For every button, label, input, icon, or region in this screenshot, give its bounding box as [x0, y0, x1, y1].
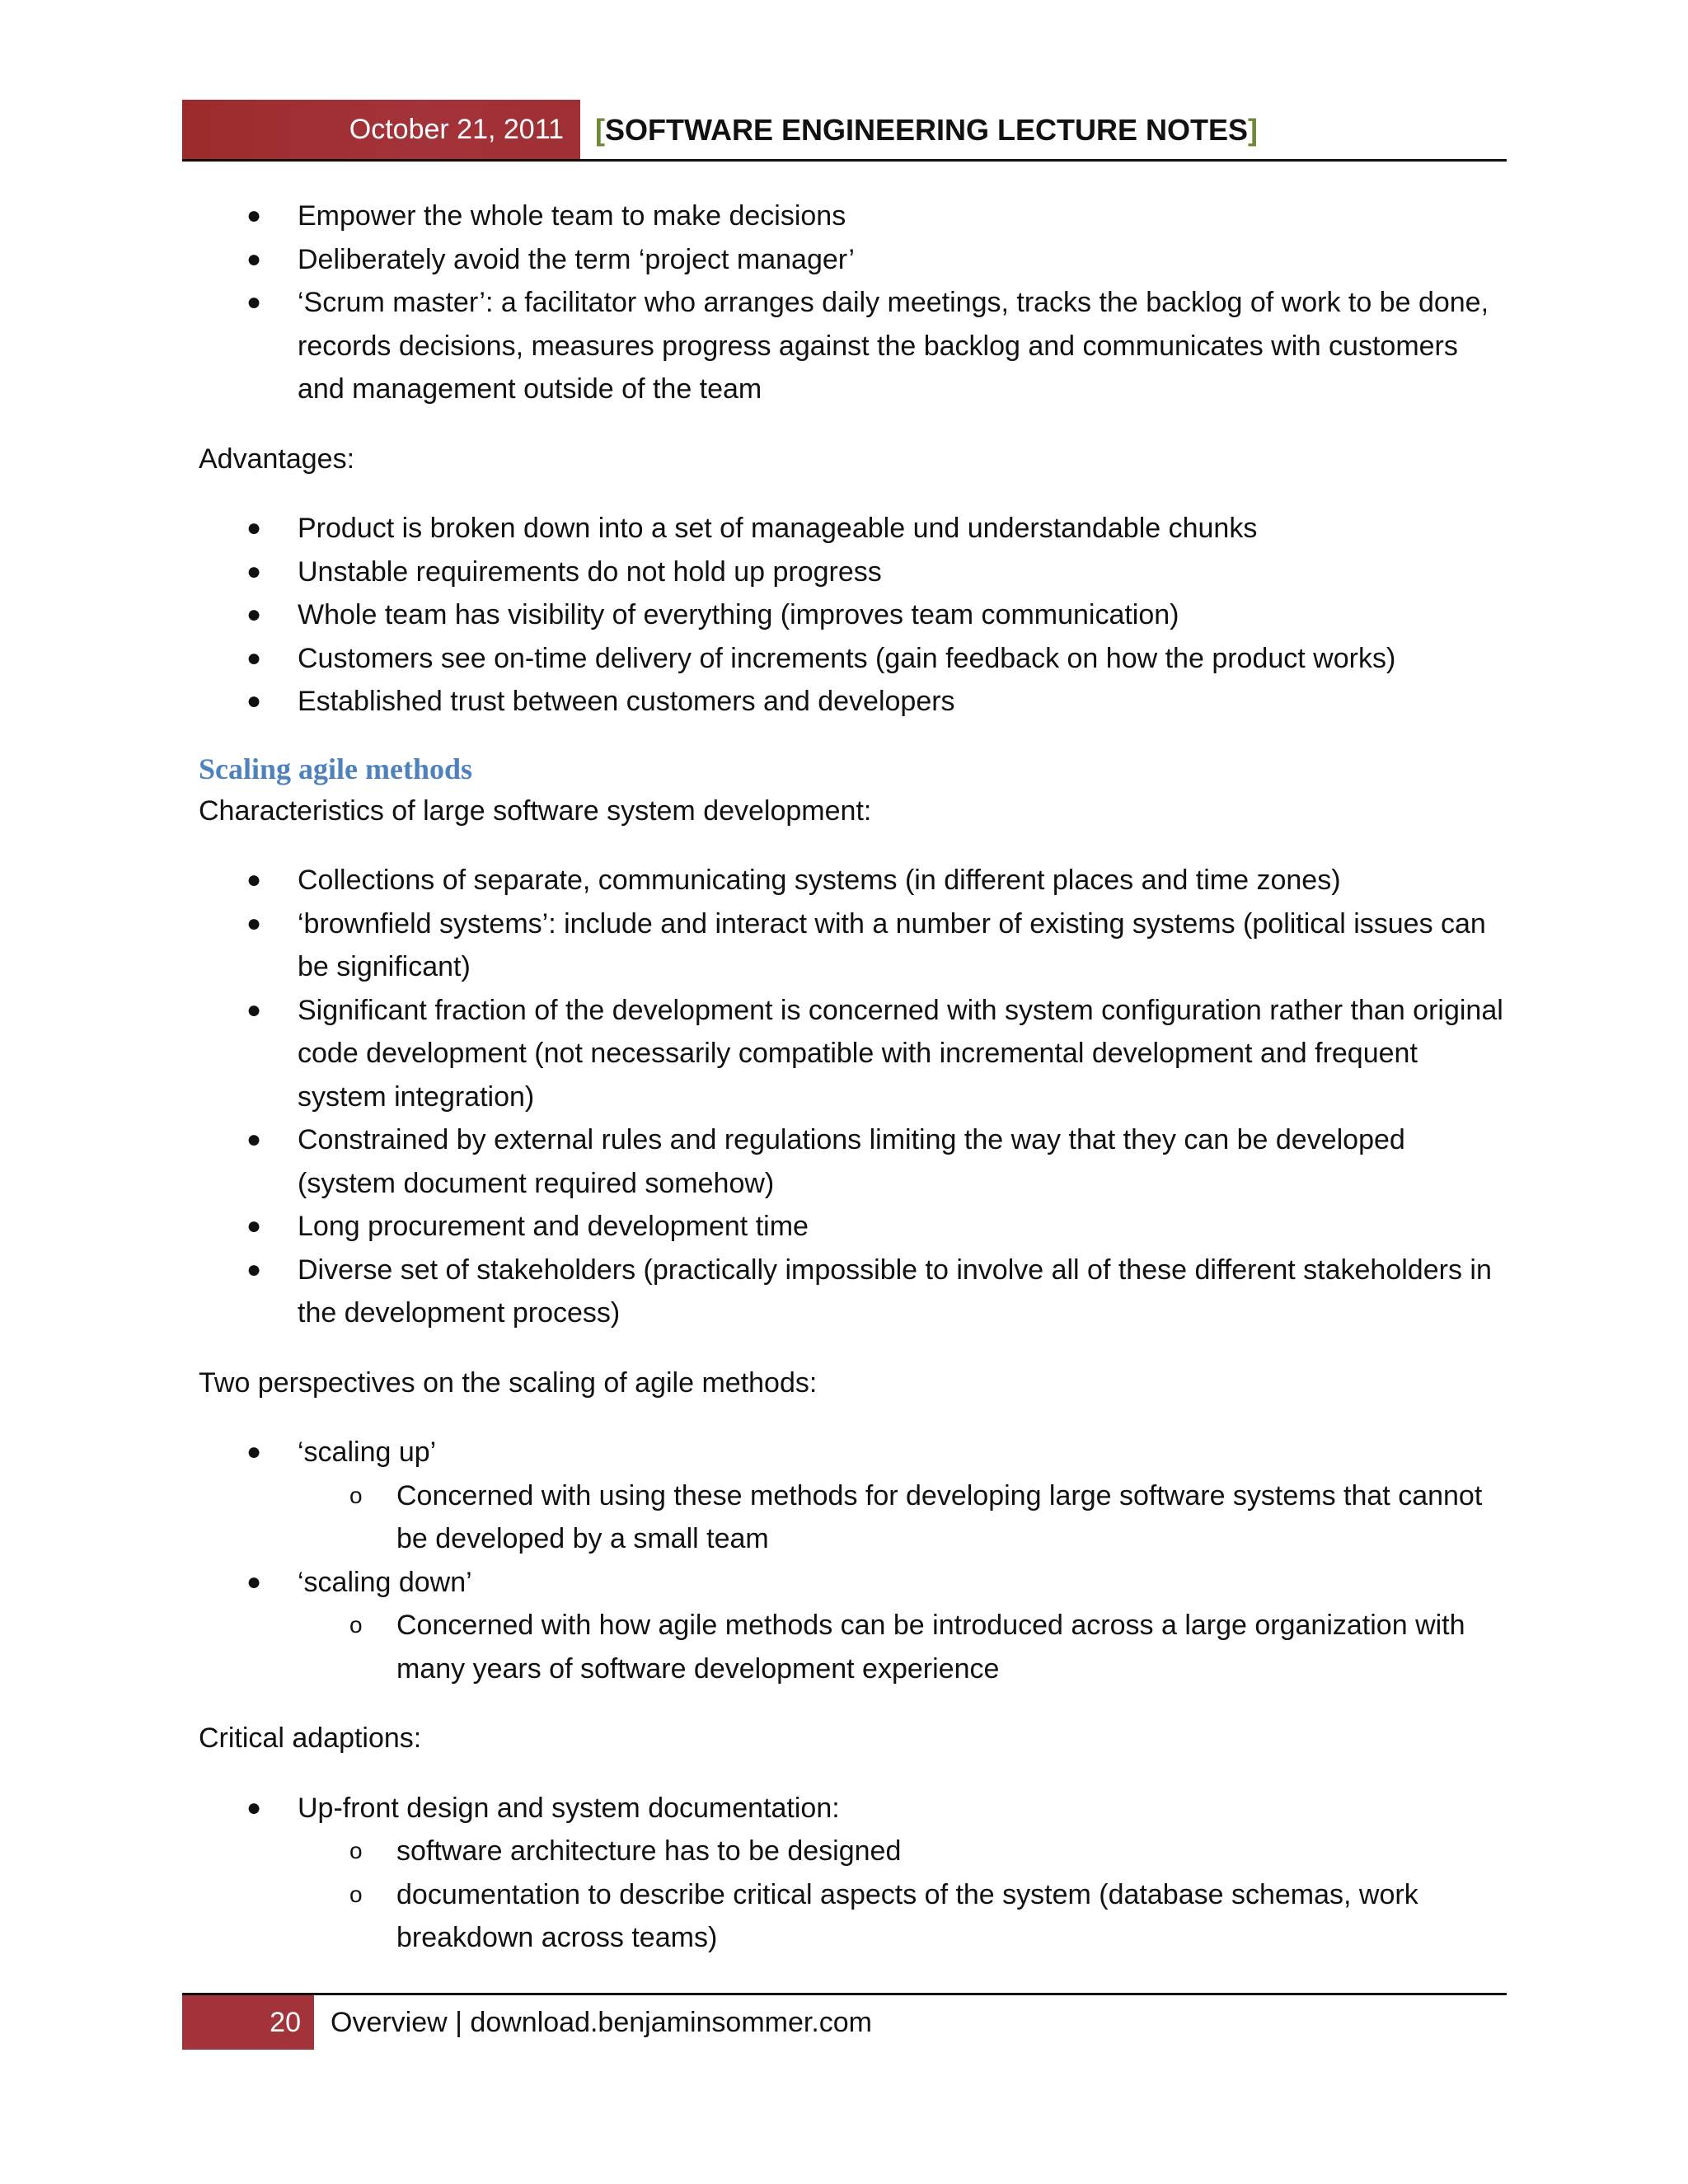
characteristics-list	[199, 859, 1509, 1335]
circle-bullet-icon: o	[349, 1881, 363, 1907]
sub-list	[298, 1474, 1509, 1561]
footer-text: Overview | download.benjaminsommer.com	[331, 2007, 872, 2038]
bullet-icon: ●	[246, 1793, 262, 1821]
list-item	[199, 551, 1509, 594]
header-bracket-open: [	[595, 113, 605, 147]
list-item	[199, 859, 1509, 902]
list-item	[199, 680, 1509, 724]
bullet-icon: ●	[246, 288, 262, 316]
perspectives-label: Two perspectives on the scaling of agile methods:	[199, 1366, 818, 1399]
bullet-icon: ●	[246, 245, 262, 273]
sub-list	[298, 1830, 1509, 1960]
list-item	[199, 1561, 1509, 1691]
list-item	[199, 281, 1509, 411]
perspectives-list	[199, 1431, 1509, 1690]
intro-list	[199, 194, 1509, 411]
list-item-text: Established trust between customers and developers	[298, 686, 955, 717]
header-title-text: SOFTWARE ENGINEERING LECTURE NOTES	[605, 113, 1249, 147]
bullet-icon: ●	[246, 1212, 262, 1240]
list-item	[199, 989, 1509, 1119]
adaptions-list	[199, 1787, 1509, 1960]
list-item-text: Product is broken down into a set of manageable und understandable chunks	[298, 513, 1258, 544]
bullet-icon: ●	[246, 1438, 262, 1465]
sub-list-item-text: documentation to describe critical aspects of the system (database schemas, work breakdown across teams)	[396, 1878, 1418, 1953]
list-item	[199, 1431, 1509, 1561]
bullet-icon: ●	[246, 1255, 262, 1283]
bullet-icon: ●	[246, 202, 262, 229]
circle-bullet-icon: o	[349, 1482, 363, 1508]
sub-list	[298, 1604, 1509, 1690]
bullet-icon: ●	[246, 601, 262, 628]
list-item-text: Empower the whole team to make decisions	[298, 200, 846, 232]
list-item-text: ‘Scrum master’: a facilitator who arranges daily meetings, tracks the backlog of work to be done, records decisions, measures progress against the backlog and communicates with customers and management outside of the team	[298, 287, 1489, 405]
bullet-icon: ●	[246, 644, 262, 672]
list-item-text: ‘scaling up’	[298, 1436, 437, 1468]
list-item-text: ‘scaling down’	[298, 1566, 472, 1598]
list-item-text: Customers see on-time delivery of increments (gain feedback on how the product works)	[298, 642, 1396, 674]
sub-list-item-text: Concerned with how agile methods can be introduced across a large organization with many years of software development experience	[396, 1610, 1465, 1685]
header-date: October 21, 2011	[182, 100, 580, 160]
list-item-text: Deliberately avoid the term ‘project manager’	[298, 243, 855, 275]
sub-list-item-text: Concerned with using these methods for developing large software systems that cannot be developed by a small team	[396, 1479, 1483, 1554]
characteristics-label: Characteristics of large software system development:	[199, 794, 872, 827]
list-item	[199, 507, 1509, 551]
bullet-icon: ●	[246, 557, 262, 585]
list-item-text: Long procurement and development time	[298, 1211, 809, 1242]
list-item-text: Unstable requirements do not hold up progress	[298, 555, 882, 588]
sub-list-item	[298, 1604, 1509, 1690]
bullet-icon: ●	[246, 514, 262, 541]
list-item-text: Constrained by external rules and regulations limiting the way that they can be developed (system document required somehow)	[298, 1124, 1405, 1199]
list-item	[199, 902, 1509, 989]
page-number: 20	[182, 1995, 314, 2050]
sub-list-item	[298, 1873, 1509, 1960]
sub-list-item	[298, 1474, 1509, 1561]
list-item-text: Diverse set of stakeholders (practically impossible to involve all of these different stakeholders in the development process)	[298, 1254, 1492, 1329]
section-heading: Scaling agile methods	[199, 752, 473, 785]
list-item	[199, 1118, 1509, 1205]
list-item-text: ‘brownfield systems’: include and interact with a number of existing systems (political issues can be significant)	[298, 907, 1486, 982]
bullet-icon: ●	[246, 866, 262, 893]
list-item	[199, 1249, 1509, 1335]
list-item-text: Collections of separate, communicating systems (in different places and time zones)	[298, 865, 1341, 896]
header-rule	[182, 159, 1507, 162]
list-item	[199, 637, 1509, 681]
circle-bullet-icon: o	[349, 1612, 363, 1638]
header-bracket-close: ]	[1248, 113, 1259, 147]
list-item	[199, 593, 1509, 637]
sub-list-item-text: software architecture has to be designed	[396, 1835, 902, 1867]
advantages-label: Advantages:	[199, 443, 355, 475]
bullet-icon: ●	[246, 1126, 262, 1153]
list-item	[199, 194, 1509, 238]
bullet-icon: ●	[246, 687, 262, 715]
list-item-text: Whole team has visibility of everything (improves team communication)	[298, 599, 1179, 630]
bullet-icon: ●	[246, 1568, 262, 1596]
header-title	[595, 100, 1258, 160]
list-item-text: Significant fraction of the development is concerned with system configuration rather than original code development (not necessarily compatible with incremental development and frequent system integration)	[298, 994, 1503, 1113]
circle-bullet-icon: o	[349, 1838, 363, 1863]
list-item	[199, 238, 1509, 282]
list-item	[199, 1787, 1509, 1960]
list-item	[199, 1205, 1509, 1249]
bullet-icon: ●	[246, 996, 262, 1024]
page-content	[199, 194, 1509, 1960]
sub-list-item	[298, 1830, 1509, 1873]
list-item-text: Up-front design and system documentation:	[298, 1792, 840, 1824]
adaptions-label: Critical adaptions:	[199, 1722, 422, 1754]
bullet-icon: ●	[246, 909, 262, 937]
advantages-list	[199, 507, 1509, 724]
